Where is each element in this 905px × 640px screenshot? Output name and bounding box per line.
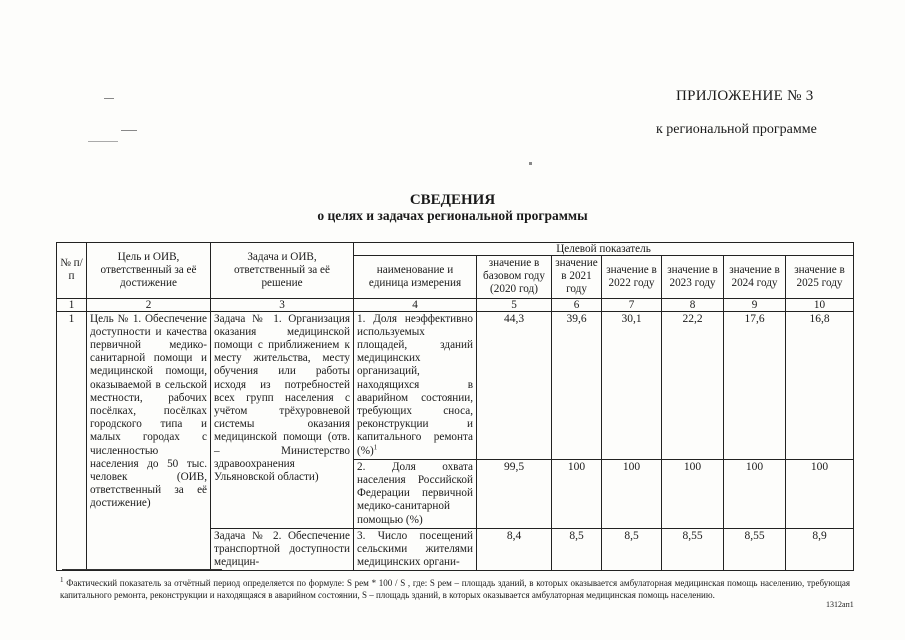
document-title: СВЕДЕНИЯ (409, 192, 496, 208)
indicator-name-text: 1. Доля неэффективно используемых площадей, зданий медицинских организаций, находящихся в аварийном состоянии, требующих сноса, реконструкции и капитального ремонта (%) (357, 312, 473, 457)
col-header-2023: значение в 2023 году (662, 256, 724, 299)
row-number: 1 (57, 311, 87, 571)
indicator-value: 30,1 (602, 311, 662, 459)
indicator-value: 100 (662, 459, 724, 528)
indicator-name: 2. Доля охвата населения Российской Федерации первичной медико-санитарной помощью (%) (354, 459, 477, 528)
document-stamp: 1312ап1 (826, 600, 854, 609)
indicator-value: 100 (724, 459, 786, 528)
col-index: 8 (662, 298, 724, 311)
col-header-task: Задача и ОИВ, ответственный за её решение (211, 243, 354, 299)
indicator-value: 8,5 (602, 528, 662, 571)
col-header-2024: значение в 2024 году (724, 256, 786, 299)
col-index: 6 (552, 298, 602, 311)
footnote (60, 577, 850, 601)
indicator-name: 3. Число посещений сельскими жителями медицинских органи- (354, 528, 477, 571)
col-index: 3 (211, 298, 354, 311)
indicator-value: 16,8 (786, 311, 854, 459)
scan-speck (88, 141, 118, 142)
indicator-value: 44,3 (477, 311, 552, 459)
header-row-1 (57, 243, 854, 256)
col-index: 7 (602, 298, 662, 311)
col-header-2021: значение в 2021 году (552, 256, 602, 299)
goal-cell: Цель № 1. Обеспечение доступности и качества первичной медико-санитарной помощи и медицинской помощи, оказываемой в сельской местности, рабочих посёлках, посёлках городского типа и малых городах с численностью населения до 50 тыс. человек (ОИВ, ответственный за её достижение) (87, 311, 211, 571)
appendix-subtitle: к региональной программе (656, 122, 817, 137)
col-header-target-group: Целевой показатель (354, 243, 854, 256)
indicator-value: 8,55 (662, 528, 724, 571)
indicator-value: 22,2 (662, 311, 724, 459)
indicator-value: 17,6 (724, 311, 786, 459)
footnote-mark: 1 (60, 576, 64, 584)
scan-speck (104, 98, 114, 99)
col-index: 4 (354, 298, 477, 311)
indicator-value: 100 (786, 459, 854, 528)
appendix-label: ПРИЛОЖЕНИЕ № 3 (676, 88, 814, 104)
col-header-2025: значение в 2025 году (786, 256, 854, 299)
indicator-name (354, 311, 477, 459)
col-index: 1 (57, 298, 87, 311)
indicator-value: 8,9 (786, 528, 854, 571)
col-index: 9 (724, 298, 786, 311)
col-header-num: № п/п (57, 243, 87, 299)
indicator-value: 8,55 (724, 528, 786, 571)
footnote-mark: 1 (373, 442, 378, 451)
footnote-divider (62, 569, 222, 570)
task-cell: Задача № 1. Организация оказания медицинской помощи с приближением к месту жительства, месту обучения или работы исходя из потребностей всех групп населения с учётом трёхуровневой системы оказания медицинской помощи (отв. – Министерство здравоохранения Ульяновской области) (211, 311, 354, 528)
table-row (57, 311, 854, 459)
indicator-value: 100 (552, 459, 602, 528)
col-header-indicator: наименование и единица измерения (354, 256, 477, 299)
col-header-base: значение в базовом году (2020 год) (477, 256, 552, 299)
task-cell: Задача № 2. Обеспечение транспортной доступности медицин- (211, 528, 354, 571)
indicator-value: 100 (602, 459, 662, 528)
indicator-value: 8,5 (552, 528, 602, 571)
indicator-value: 8,4 (477, 528, 552, 571)
column-index-row (57, 298, 854, 311)
scan-speck (529, 162, 532, 165)
col-header-2022: значение в 2022 году (602, 256, 662, 299)
col-index: 5 (477, 298, 552, 311)
col-header-goal: Цель и ОИВ, ответственный за её достижение (87, 243, 211, 299)
indicator-value: 99,5 (477, 459, 552, 528)
footnote-text: Фактический показатель за отчётный период определяется по формуле: S рем * 100 / S , где: S рем – площадь зданий, в которых оказывается амбулаторная медицинская помощь населению, требующая капитального ремонта, реконструкции и находящаяся в аварийном состоянии, S – площадь зданий, в которых оказывается амбулаторная медицинская помощь населению. (60, 578, 851, 600)
goals-table (56, 242, 854, 571)
document-subtitle: о целях и задачах региональной программы (317, 208, 588, 223)
scan-speck (121, 130, 137, 131)
col-index: 2 (87, 298, 211, 311)
indicator-value: 39,6 (552, 311, 602, 459)
col-index: 10 (786, 298, 854, 311)
